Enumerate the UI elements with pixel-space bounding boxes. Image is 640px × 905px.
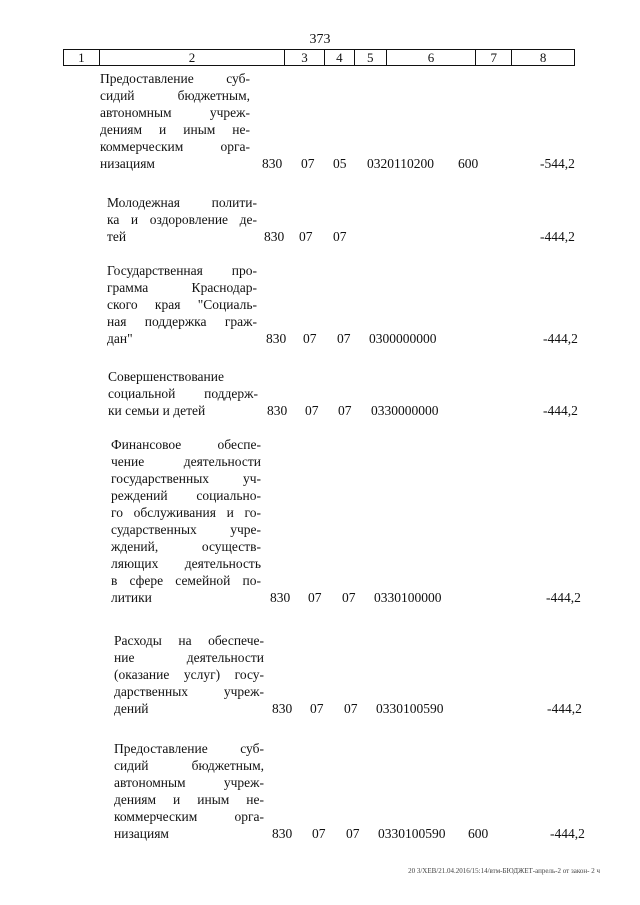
description-line: дений — [114, 701, 149, 716]
description-line: дениям и иным не- — [100, 122, 250, 137]
column-header-5: 5 — [355, 50, 387, 65]
description-line: дарственных учреж- — [114, 684, 264, 699]
cell-col-3: 830 — [272, 701, 293, 716]
description-line: автономным учреж- — [100, 105, 250, 120]
description-line: ная поддержка граж- — [107, 314, 257, 329]
cell-col-4: 07 — [312, 826, 326, 841]
cell-col-5: 07 — [338, 403, 352, 418]
cell-col-3: 830 — [262, 156, 283, 171]
cell-col-6: 0330100000 — [374, 590, 442, 605]
description-line: ляющих деятельность — [111, 556, 261, 571]
description-line: литики — [111, 590, 152, 605]
cell-col-5: 07 — [333, 229, 347, 244]
cell-col-3: 830 — [270, 590, 291, 605]
cell-col-7: 600 — [468, 826, 489, 841]
page-number: 373 — [309, 32, 331, 47]
column-header-row — [63, 49, 575, 66]
row-description — [107, 194, 257, 245]
column-header-4: 4 — [325, 50, 355, 65]
description-line: чение деятельности — [111, 454, 261, 469]
description-line: дениям и иным не- — [114, 792, 264, 807]
cell-col-8: -444,2 — [547, 701, 582, 716]
cell-col-4: 07 — [310, 701, 324, 716]
cell-col-7: 600 — [458, 156, 479, 171]
description-line: Расходы на обеспече- — [114, 633, 264, 648]
description-line: коммерческим орга- — [100, 139, 250, 154]
cell-col-6: 0330100590 — [376, 701, 444, 716]
cell-col-3: 830 — [272, 826, 293, 841]
cell-col-3: 830 — [267, 403, 288, 418]
description-line: го обслуживания и го- — [111, 505, 261, 520]
description-line: коммерческим орга- — [114, 809, 264, 824]
description-line: в сфере семейной по- — [111, 573, 261, 588]
description-line: Молодежная полити- — [107, 195, 257, 210]
footer-stamp: 20 3/ХЕВ/21.04.2016/15:14/втм-БЮДЖЕТ-апрель-2 от закон- 2 ч — [408, 867, 600, 875]
description-line: сидий бюджетным, — [114, 758, 264, 773]
row-description — [114, 632, 264, 717]
cell-col-8: -444,2 — [550, 826, 585, 841]
description-line: низациям — [100, 156, 155, 171]
description-line: ки семьи и детей — [108, 403, 206, 418]
description-line: сидий бюджетным, — [100, 88, 250, 103]
description-line: ние деятельности — [114, 650, 264, 665]
description-line: ского края "Социаль- — [107, 297, 257, 312]
column-header-2: 2 — [100, 50, 285, 65]
description-line: Финансовое обеспе- — [111, 437, 261, 452]
cell-col-8: -444,2 — [546, 590, 581, 605]
description-line: автономным учреж- — [114, 775, 264, 790]
cell-col-4: 07 — [308, 590, 322, 605]
cell-col-8: -444,2 — [540, 229, 575, 244]
description-line: Государственная про- — [107, 263, 257, 278]
row-description — [107, 262, 257, 347]
cell-col-6: 0300000000 — [369, 331, 437, 346]
description-line: Предоставление суб- — [114, 741, 264, 756]
cell-col-6: 0330100590 — [378, 826, 446, 841]
column-header-6: 6 — [387, 50, 477, 65]
cell-col-4: 07 — [299, 229, 313, 244]
description-line: Совершенствование — [108, 369, 224, 384]
cell-col-3: 830 — [264, 229, 285, 244]
description-line: Предоставление суб- — [100, 71, 250, 86]
cell-col-5: 07 — [337, 331, 351, 346]
column-header-7: 7 — [476, 50, 512, 65]
description-line: низациям — [114, 826, 169, 841]
row-description — [108, 368, 258, 419]
cell-col-6: 0330000000 — [371, 403, 439, 418]
cell-col-3: 830 — [266, 331, 287, 346]
cell-col-8: -444,2 — [543, 331, 578, 346]
cell-col-4: 07 — [303, 331, 317, 346]
description-line: сударственных учре- — [111, 522, 261, 537]
column-header-1: 1 — [64, 50, 100, 65]
description-line: тей — [107, 229, 127, 244]
row-description — [111, 436, 261, 606]
cell-col-5: 05 — [333, 156, 347, 171]
cell-col-4: 07 — [305, 403, 319, 418]
description-line: государственных уч- — [111, 471, 261, 486]
description-line: дан" — [107, 331, 133, 346]
cell-col-8: -444,2 — [543, 403, 578, 418]
column-header-8: 8 — [539, 50, 547, 65]
description-line: (оказание услуг) госу- — [114, 667, 264, 682]
cell-col-5: 07 — [342, 590, 356, 605]
description-line: ждений, осуществ- — [111, 539, 261, 554]
description-line: реждений социально- — [111, 488, 261, 503]
description-line: социальной поддерж- — [108, 386, 258, 401]
cell-col-8: -544,2 — [540, 156, 575, 171]
description-line: ка и оздоровление де- — [107, 212, 257, 227]
cell-col-5: 07 — [344, 701, 358, 716]
cell-col-5: 07 — [346, 826, 360, 841]
cell-col-6: 0320110200 — [367, 156, 434, 171]
description-line: грамма Краснодар- — [107, 280, 257, 295]
cell-col-4: 07 — [301, 156, 315, 171]
row-description — [114, 740, 264, 842]
row-description — [100, 70, 250, 172]
column-header-3: 3 — [285, 50, 325, 65]
